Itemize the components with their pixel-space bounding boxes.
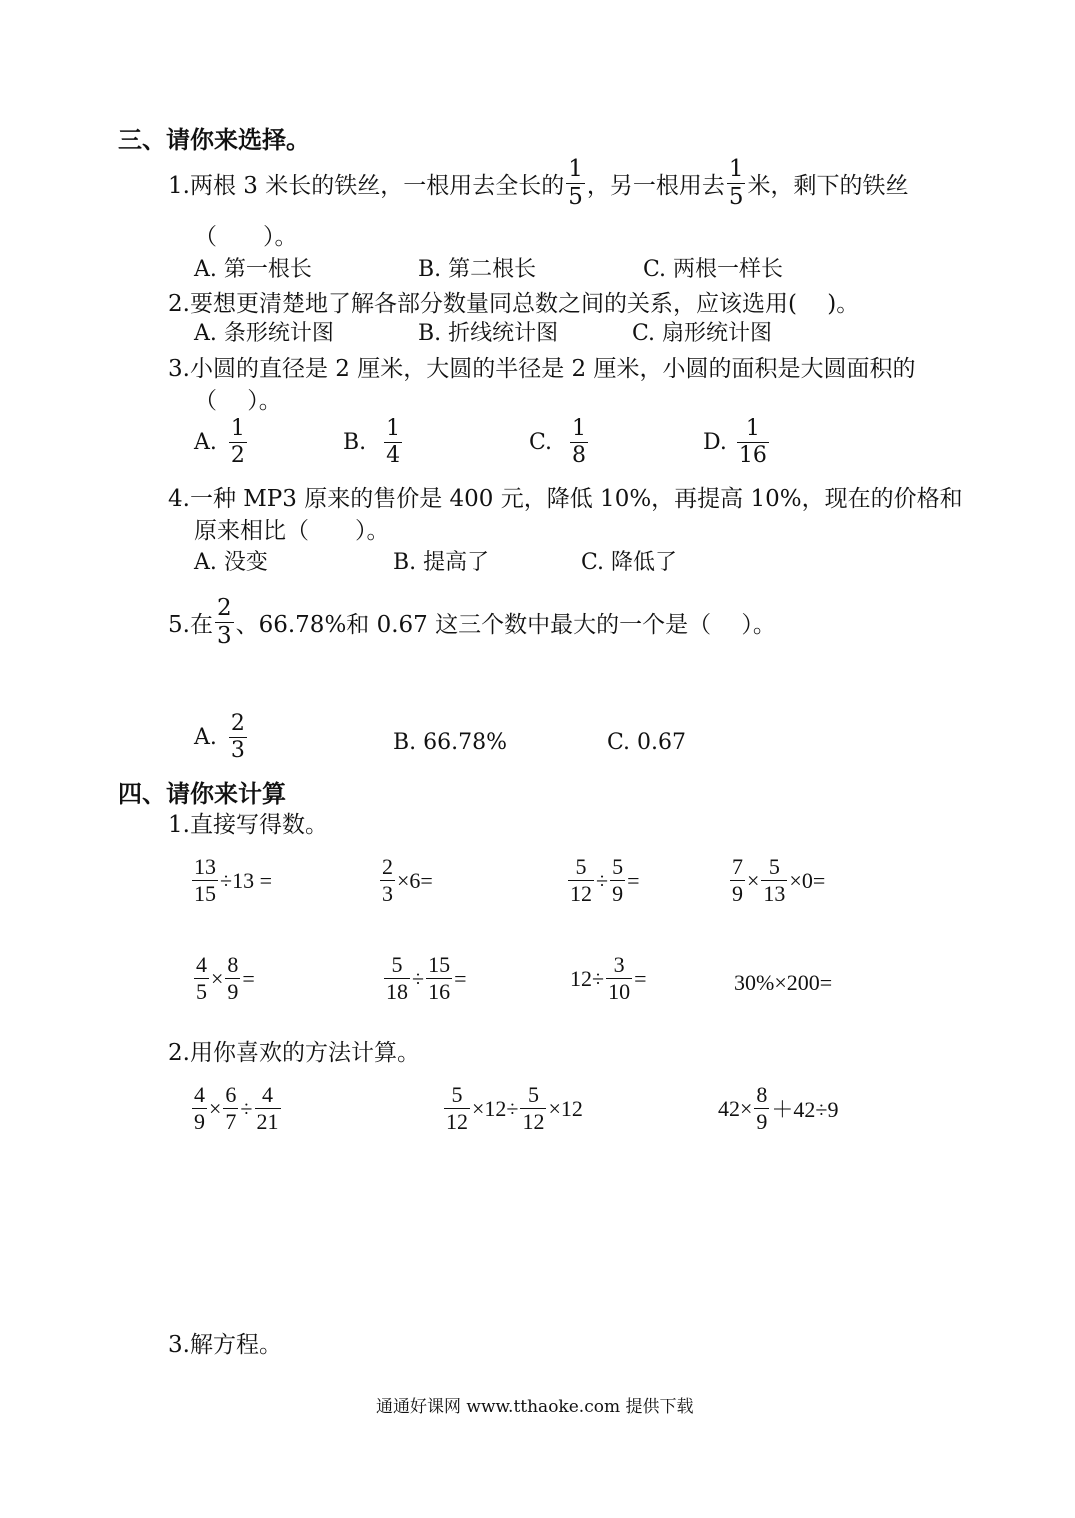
question-4-option-b: B. 提高了: [393, 550, 490, 575]
question-1-prefix: 1.两根 3 米长的铁丝，一根用去全长的: [168, 173, 565, 199]
question-1-fraction-1: $\frac{1}{5}$: [568, 156, 583, 210]
question-2: 2.要想更清楚地了解各部分数量同总数之间的关系，应该选用( )。: [168, 291, 860, 317]
question-3-option-a: A. $\frac{1}{2}$: [194, 416, 245, 468]
question-5: 5.在 $\frac{2}{3}$ 、66.78%和 0.67 这三个数中最大的一个是（ ）。: [168, 595, 776, 649]
expression-1-4: $\frac{7}{9}$ × $\frac{5}{13}$ ×0=: [732, 854, 826, 906]
question-1-fraction-2: $\frac{1}{5}$: [728, 156, 744, 210]
question-3-option-b: B. $\frac{1}{4}$: [343, 416, 401, 468]
question-4-line-1: 4.一种 MP3 原来的售价是 400 元，降低 10%，再提高 10%，现在的价格和: [168, 486, 963, 512]
question-1: [168, 158, 908, 209]
question-2-option-a: A. 条形统计图: [194, 321, 334, 346]
part-3-title: 3.解方程。: [168, 1332, 282, 1358]
section-4-title: 四、请你来计算: [118, 780, 286, 808]
question-2-option-c: C. 扇形统计图: [632, 321, 773, 346]
expression-3-1: $\frac{4}{9}$ × $\frac{6}{7}$ ÷ $\frac{4}{21}$: [194, 1082, 279, 1134]
part-1-title: 1.直接写得数。: [168, 812, 328, 838]
expression-2-3: 12÷ $\frac{3}{10}$ =: [570, 952, 647, 1004]
option-d-fraction: $\frac{1}{16}$: [738, 416, 767, 468]
question-5-fraction: $\frac{2}{3}$: [216, 595, 232, 649]
question-5-option-b: B. 66.78%: [393, 730, 508, 755]
option-a-fraction: $\frac{1}{2}$: [230, 416, 245, 468]
question-1-blank: （ ）。: [194, 224, 298, 250]
expression-3-2: $\frac{5}{12}$ ×12÷ $\frac{5}{12}$ ×12: [446, 1082, 583, 1134]
question-3-option-d: D. $\frac{1}{16}$: [703, 416, 767, 468]
question-4-line-2: 原来相比（ ）。: [194, 518, 390, 544]
expression-3-3: 42× $\frac{8}{9}$ ＋42÷9: [718, 1082, 839, 1134]
question-1-option-a: A. 第一根长: [194, 257, 312, 282]
footer-source: 通通好课网 www.tthaoke.com 提供下载: [376, 1397, 694, 1417]
option-c-fraction: $\frac{1}{8}$: [572, 416, 587, 468]
question-1-mid: ，另一根用去: [586, 173, 725, 199]
question-3-option-c: C. $\frac{1}{8}$: [529, 416, 587, 468]
question-1-option-c: C. 两根一样长: [643, 257, 784, 282]
question-5-option-a: A. $\frac{2}{3}$: [194, 711, 245, 763]
question-1-suffix: 米，剩下的铁丝: [747, 173, 909, 199]
expression-1-2: $\frac{2}{3}$ ×6=: [382, 854, 433, 906]
question-3: 3.小圆的直径是 2 厘米，大圆的半径是 2 厘米，小圆的面积是大圆面积的: [168, 356, 916, 382]
question-2-option-b: B. 折线统计图: [418, 321, 559, 346]
expression-1-1: $\frac{13}{15}$ ÷13 =: [194, 854, 272, 906]
question-4-option-a: A. 没变: [194, 550, 268, 575]
expression-1-3: $\frac{5}{12}$ ÷ $\frac{5}{9}$ =: [570, 854, 640, 906]
question-5-option-c: C. 0.67: [607, 730, 687, 755]
expression-2-1: $\frac{4}{5}$ × $\frac{8}{9}$ =: [196, 952, 255, 1004]
question-3-blank: （ ）。: [194, 388, 282, 414]
part-2-title: 2.用你喜欢的方法计算。: [168, 1040, 420, 1066]
question-4-option-c: C. 降低了: [581, 550, 678, 575]
question-1-option-b: B. 第二根长: [418, 257, 537, 282]
option-b-fraction: $\frac{1}{4}$: [386, 416, 401, 468]
question-5-option-a-fraction: $\frac{2}{3}$: [230, 711, 245, 763]
section-3-title: 三、请你来选择。: [118, 126, 310, 154]
expression-2-2: $\frac{5}{18}$ ÷ $\frac{15}{16}$ =: [386, 952, 467, 1004]
expression-2-4: 30%×200=: [734, 970, 833, 995]
